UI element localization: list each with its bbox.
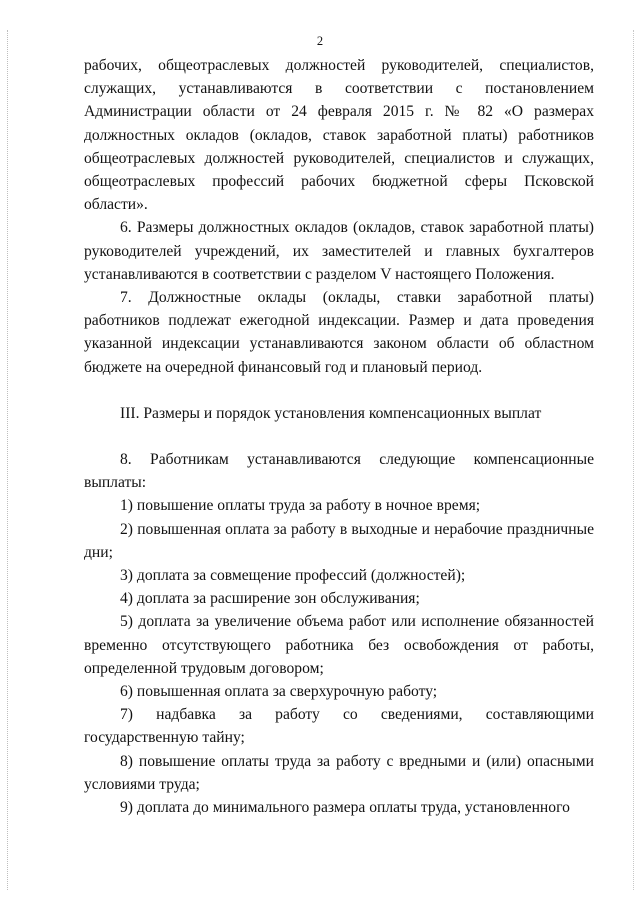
- list-item-4: 4) доплата за расширение зон обслуживания;: [120, 590, 420, 608]
- list-item-6: 6) повышенная оплата за сверхурочную работу;: [120, 683, 438, 701]
- list-item-3: 3) доплата за совмещение профессий (должностей);: [120, 567, 466, 585]
- list-item-8: 8) повышение оплаты труда за работу с вредными и (или) опасными условиями труда;: [84, 752, 594, 793]
- page-number: 2: [316, 34, 324, 48]
- document-body: [84, 54, 594, 819]
- paragraph-item-7: 7. Должностные оклады (оклады, ставки заработной платы) работников подлежат ежегодной индексации. Размер и дата проведения указанной индексации устанавливаются законом области об областном бюджете на очередной финансовый год и плановый период.: [84, 289, 594, 376]
- scan-edge-left: [7, 30, 8, 890]
- list-item-7: 7) надбавка за работу со сведениями, составляющими государственную тайну;: [84, 706, 594, 747]
- scan-edge-right: [633, 30, 634, 890]
- list-item-1: 1) повышение оплаты труда за работу в ночное время;: [120, 497, 481, 515]
- paragraph-continuation: рабочих, общеотраслевых должностей руководителей, специалистов, служащих, устанавливаются в соответствии с постановлением Администрации области от 24 февраля 2015 г. № 82 «О размерах должностных окладов (окладов, ставок заработной платы) работников общеотраслевых должностей руководителей, специалистов и служащих, общеотраслевых профессий рабочих бюджетной сферы Псковской области».: [84, 57, 594, 214]
- paragraph-item-8: 8. Работникам устанавливаются следующие компенсационные выплаты:: [84, 451, 594, 492]
- paragraph-item-6: 6. Размеры должностных окладов (окладов, ставок заработной платы) руководителей учреждений, их заместителей и главных бухгалтеров устанавливаются в соответствии с разделом V настоящего Положения.: [84, 219, 594, 283]
- list-item-5: 5) доплата за увеличение объема работ или исполнение обязанностей временно отсутствующего работника без освобождения от работы, определенной трудовым договором;: [84, 613, 594, 677]
- section-heading: III. Размеры и порядок установления компенсационных выплат: [120, 404, 542, 422]
- list-item-9: 9) доплата до минимального размера оплаты труда, установленного: [120, 799, 570, 817]
- list-item-2: 2) повышенная оплата за работу в выходные и нерабочие праздничные дни;: [84, 520, 594, 561]
